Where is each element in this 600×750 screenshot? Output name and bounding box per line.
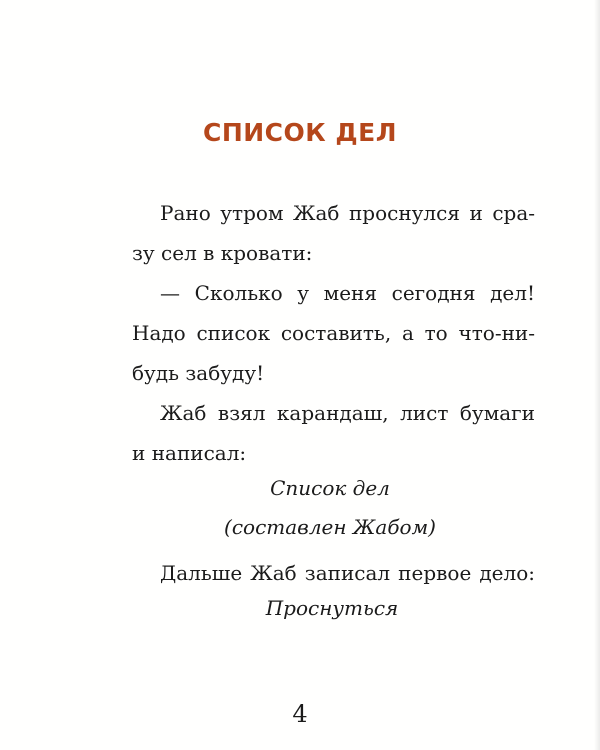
note-subtitle: (составлен Жабом) bbox=[224, 515, 436, 539]
chapter-title: СПИСОК ДЕЛ bbox=[202, 118, 398, 147]
note-title: Список дел bbox=[270, 476, 390, 500]
paragraph-line: Жаб взял карандаш, лист бумаги bbox=[160, 401, 535, 425]
paragraph-line: Надо список составить, а то что-ни- bbox=[132, 321, 535, 345]
paragraph-line: — Сколько у меня сегодня дел! bbox=[160, 281, 535, 305]
paragraph-line: зу сел в кровати: bbox=[132, 241, 313, 265]
page-number: 4 bbox=[292, 700, 308, 728]
note-item: Проснуться bbox=[265, 596, 399, 620]
paragraph-line: и написал: bbox=[132, 441, 247, 465]
paragraph-line: Дальше Жаб записал первое дело: bbox=[160, 561, 535, 585]
paragraph-line: Рано утром Жаб проснулся и сра- bbox=[160, 201, 535, 225]
paragraph-line: будь забуду! bbox=[132, 361, 265, 385]
page-edge-shadow bbox=[594, 0, 600, 750]
